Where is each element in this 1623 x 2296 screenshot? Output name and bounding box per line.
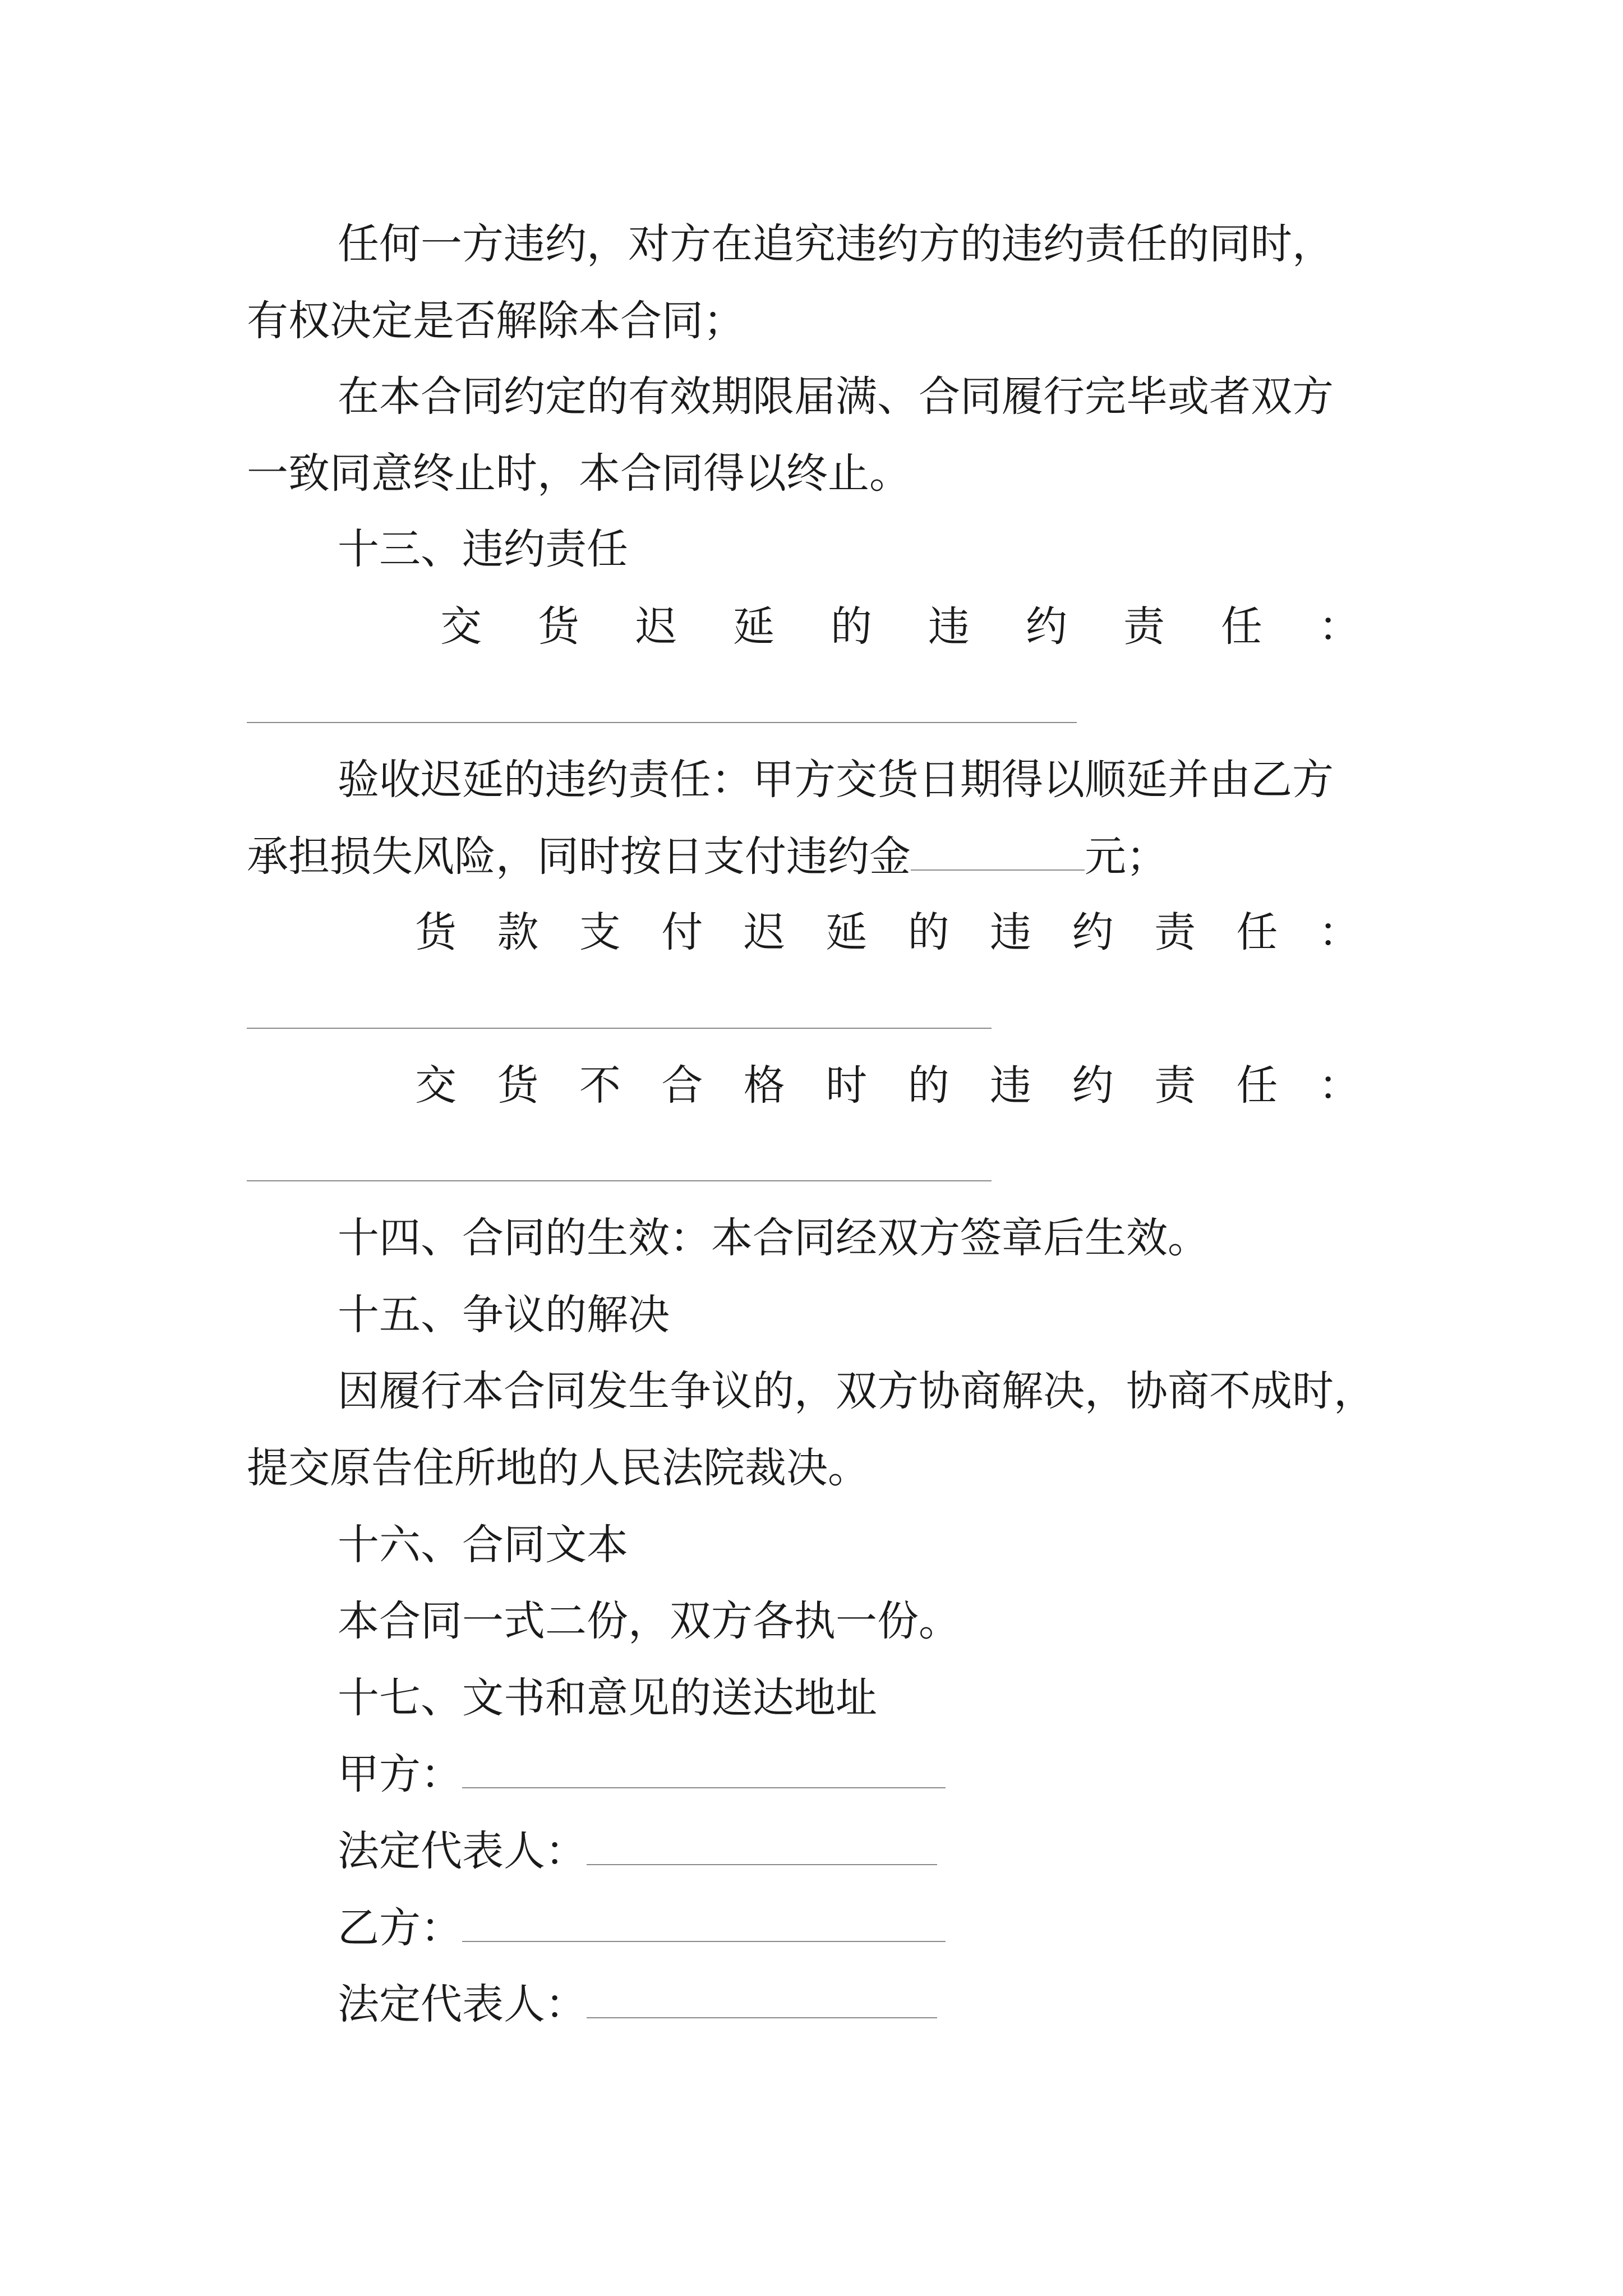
spread-char: 责: [1154, 908, 1196, 956]
paragraph-dispute-line1: 因履行本合同发生争议的，双方协商解决，协商不成时，: [338, 1367, 1375, 1415]
party-a-field: [338, 1746, 946, 1802]
party-b-rep-field: [338, 1976, 937, 2032]
delay-delivery-blank-line: [247, 722, 1077, 723]
spread-char: 约: [1072, 1061, 1114, 1110]
spread-char: 违: [990, 1061, 1032, 1110]
spread-char: 格: [743, 1061, 785, 1110]
spread-char: 货: [497, 1061, 539, 1110]
spread-char: 迟: [743, 908, 785, 956]
party-b-rep-blank: [587, 1982, 937, 2018]
payment-delay-liability-line: [247, 904, 1360, 960]
paragraph-breach-right-line2: 有权决定是否解除本合同；: [247, 297, 745, 345]
spread-char: 交: [440, 602, 482, 651]
section-16-heading: 十六、合同文本: [338, 1521, 628, 1569]
spread-char: 任: [1236, 1061, 1278, 1110]
spread-char: 违: [928, 602, 970, 651]
party-b-field: [338, 1900, 946, 1956]
paragraph-breach-right-line1: 任何一方违约，对方在追究违约方的违约责任的同时，: [338, 220, 1334, 268]
spread-char: 违: [990, 908, 1032, 956]
spread-char: ：: [1318, 1061, 1360, 1110]
spread-char: 合: [661, 1061, 703, 1110]
acceptance-delay-line2-suffix: 元；: [1085, 832, 1168, 881]
spread-char: 款: [497, 908, 539, 956]
paragraph-dispute-line2: 提交原告住所地的人民法院裁决。: [247, 1444, 869, 1492]
party-a-label: 甲方：: [338, 1750, 462, 1798]
spread-char: 付: [661, 908, 703, 956]
party-b-blank: [462, 1906, 946, 1942]
spread-char: 时: [826, 1061, 868, 1110]
spread-char: 约: [1026, 602, 1067, 651]
delay-delivery-liability-line: [247, 599, 1360, 655]
spread-char: 不: [579, 1061, 621, 1110]
spread-char: 任: [1221, 602, 1262, 651]
party-a-rep-label: 法定代表人：: [338, 1827, 587, 1875]
spread-char: ：: [1318, 908, 1360, 956]
party-a-rep-blank: [587, 1829, 937, 1865]
section-14-effectiveness: 十四、合同的生效：本合同经双方签章后生效。: [338, 1214, 1209, 1262]
section-13-heading: 十三、违约责任: [338, 525, 628, 573]
spread-char: ：: [1318, 602, 1360, 651]
paragraph-acceptance-delay-line1: 验收迟延的违约责任：甲方交货日期得以顺延并由乙方: [338, 756, 1334, 804]
spread-char: 责: [1123, 602, 1165, 651]
spread-char: 的: [831, 602, 872, 651]
spread-char: 责: [1154, 1061, 1196, 1110]
section-17-heading: 十七、文书和意见的送达地址: [338, 1674, 877, 1722]
paragraph-copies: 本合同一式二份，双方各执一份。: [338, 1597, 960, 1645]
nonconforming-delivery-liability-line: [247, 1057, 1360, 1114]
section-15-heading: 十五、争议的解决: [338, 1291, 670, 1339]
spread-char: 延: [826, 908, 868, 956]
spread-char: 任: [1236, 908, 1278, 956]
spread-char: 的: [907, 908, 949, 956]
acceptance-delay-line2-prefix: 承担损失风险，同时按日支付违约金: [247, 832, 911, 881]
paragraph-termination-line2: 一致同意终止时，本合同得以终止。: [247, 449, 911, 498]
spread-char: 的: [907, 1061, 949, 1110]
spread-char: 货: [538, 602, 579, 651]
party-b-label: 乙方：: [338, 1904, 462, 1952]
spread-char: 约: [1072, 908, 1114, 956]
spread-char: 货: [415, 908, 457, 956]
party-a-blank: [462, 1752, 946, 1788]
paragraph-acceptance-delay-line2: [247, 829, 1168, 885]
penalty-amount-blank: [911, 835, 1085, 871]
payment-delay-blank-line: [247, 1028, 992, 1029]
spread-char: 延: [733, 602, 774, 651]
nonconforming-blank-line: [247, 1180, 992, 1181]
paragraph-termination-line1: 在本合同约定的有效期限届满、合同履行完毕或者双方: [338, 372, 1334, 421]
party-b-rep-label: 法定代表人：: [338, 1980, 587, 2028]
party-a-rep-field: [338, 1823, 937, 1879]
spread-char: 支: [579, 908, 621, 956]
spread-char: 迟: [635, 602, 677, 651]
spread-char: 交: [415, 1061, 457, 1110]
